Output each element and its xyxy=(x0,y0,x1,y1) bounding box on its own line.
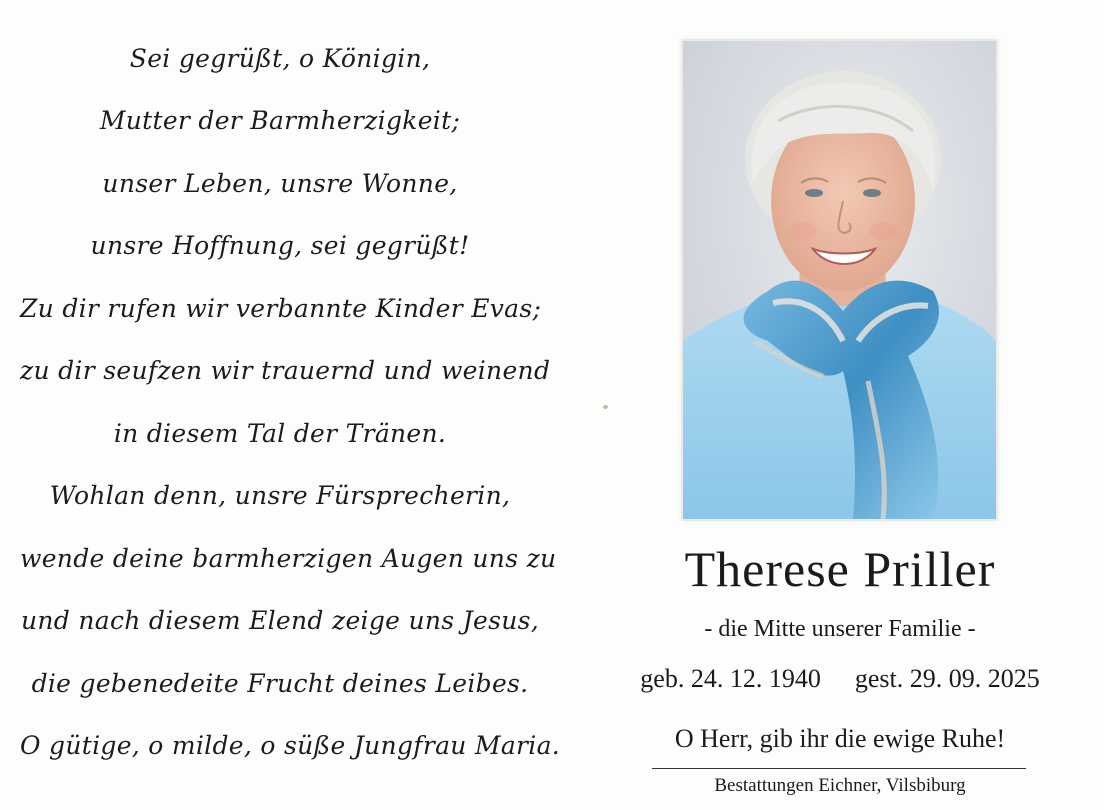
death-date: gest. 29. 09. 2025 xyxy=(854,664,1040,693)
prayer-line: unsre Hoffnung, sei gegrüßt! xyxy=(90,231,470,260)
prayer-line: Wohlan denn, unsre Fürsprecherin, xyxy=(49,481,511,510)
life-dates xyxy=(600,664,1080,694)
prayer-line: Zu dir rufen wir verbannte Kinder Evas; xyxy=(20,294,542,323)
prayer-line: wende deine barmherzigen Augen uns zu xyxy=(20,544,557,573)
prayer-line: zu dir seufzen wir trauernd und weinend xyxy=(20,356,551,385)
prayer-line: in diesem Tal der Tränen. xyxy=(113,419,447,448)
deceased-subtitle: - die Mitte unserer Familie - xyxy=(704,616,976,642)
portrait-illustration xyxy=(683,41,996,519)
blessing-text: O Herr, gib ihr die ewige Ruhe! xyxy=(674,724,1006,753)
prayer-line: Mutter der Barmherzigkeit; xyxy=(99,106,461,135)
deceased-name: Therese Priller xyxy=(684,541,996,597)
undertaker-credit: Bestattungen Eichner, Vilsbiburg xyxy=(714,775,966,796)
prayer-line: die gebenedeite Frucht deines Leibes. xyxy=(31,669,529,698)
prayer-line: O gütige, o milde, o süße Jungfrau Maria. xyxy=(20,731,561,760)
divider-line xyxy=(652,768,1026,769)
prayer-text xyxy=(20,40,561,780)
birth-date: geb. 24. 12. 1940 xyxy=(640,664,821,693)
prayer-line: unser Leben, unsre Wonne, xyxy=(102,169,458,198)
paper-speck xyxy=(603,405,608,409)
prayer-line: Sei gegrüßt, o Königin, xyxy=(129,44,431,73)
prayer-line: und nach diesem Elend zeige uns Jesus, xyxy=(21,606,539,635)
portrait-photo xyxy=(683,41,996,519)
